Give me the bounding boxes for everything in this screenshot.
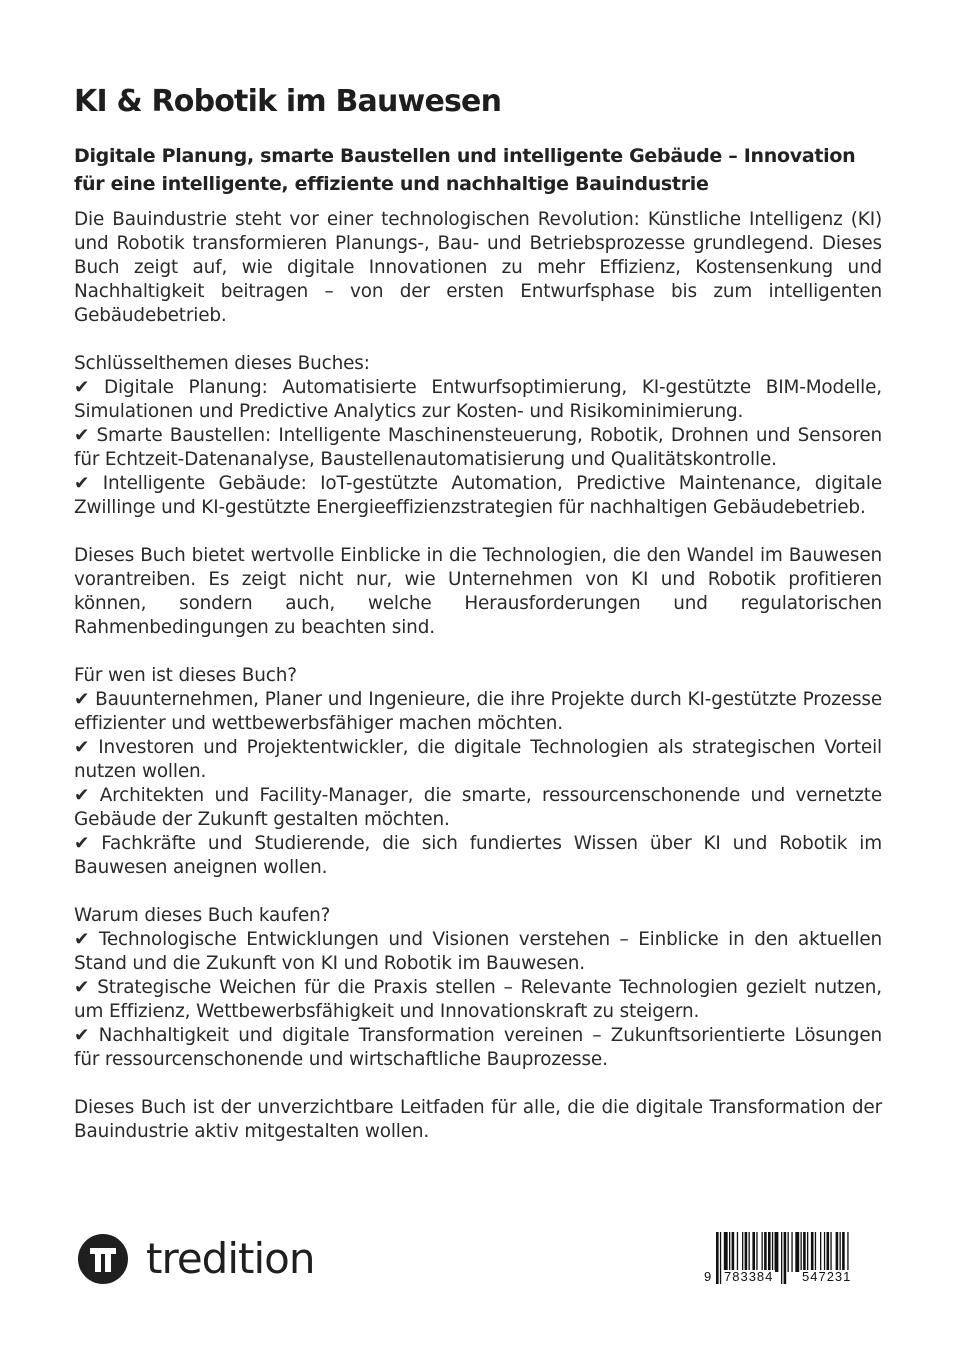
barcode-digit-first: 9: [704, 1269, 712, 1284]
reasons-heading: Warum dieses Buch kaufen?: [74, 905, 331, 926]
barcode-bar: [737, 1232, 738, 1272]
barcode-bar: [742, 1232, 743, 1272]
barcode-bar: [836, 1232, 839, 1272]
audience-heading: Für wen ist dieses Buch?: [74, 665, 297, 686]
book-title: KI & Robotik im Bauwesen: [74, 84, 502, 119]
barcode-bar: [764, 1232, 767, 1272]
barcode-bar: [749, 1232, 750, 1272]
barcode-bar: [788, 1232, 789, 1272]
audience-item: ✔ Architekten und Facility-Manager, die smarte, ressourcenschonende und vernetzte Gebäude der Zukunft gestalten möchten.: [74, 785, 882, 830]
publisher-name: tredition: [146, 1234, 315, 1283]
key-topic-item: ✔ Intelligente Gebäude: IoT-gestützte Automation, Predictive Maintenance, digitale Zwillinge und KI-gestützte Energieeffizienzstrategien für nachhaltigen Gebäudebetrieb.: [74, 473, 882, 518]
barcode-bar: [791, 1232, 792, 1272]
key-topic-item: ✔ Digitale Planung: Automatisierte Entwurfsoptimierung, KI-gestützte BIM-Modelle, Simulationen und Predictive Analytics zur Kosten- und Risikominimierung.: [74, 377, 882, 422]
audience-item: ✔ Investoren und Projektentwickler, die digitale Technologien als strategischen Vorteil nutzen wollen.: [74, 737, 882, 782]
barcode-bar: [795, 1232, 799, 1272]
reason-item: ✔ Nachhaltigkeit und digitale Transformation vereinen – Zukunftsorientierte Lösungen für ressourcenschonende und wirtschaftliche Bauprozesse.: [74, 1025, 882, 1070]
barcode-bar: [732, 1232, 735, 1272]
closing-paragraph: Dieses Buch ist der unverzichtbare Leitfaden für alle, die die digitale Transformation der Bauindustrie aktiv mitgestalten wollen.: [74, 1097, 882, 1142]
back-cover-text: [74, 80, 882, 1144]
audience-item: ✔ Bauunternehmen, Planer und Ingenieure, die ihre Projekte durch KI-gestützte Prozesse effizienter und wettbewerbsfähiger machen möchten.: [74, 689, 882, 734]
reason-item: ✔ Strategische Weichen für die Praxis stellen – Relevante Technologien gezielt nutzen, um Effizienz, Wettbewerbsfähigkeit und Innovationskraft zu steigern.: [74, 977, 882, 1022]
barcode-bar: [720, 1232, 721, 1284]
barcode-bar: [840, 1232, 841, 1272]
isbn-barcode: [704, 1230, 884, 1286]
barcode-bar: [827, 1232, 830, 1272]
key-topics-heading: Schlüsselthemen dieses Buches:: [74, 353, 370, 374]
barcode-bar: [801, 1232, 802, 1272]
barcode-bar: [775, 1232, 779, 1272]
tredition-t-logo-icon: [78, 1234, 128, 1284]
barcode-bar: [772, 1232, 773, 1272]
barcode-group-left: 783384: [724, 1269, 774, 1284]
reasons-section: [74, 904, 882, 1072]
key-topic-item: ✔ Smarte Baustellen: Intelligente Maschinensteuerung, Robotik, Drohnen und Sensoren für Echtzeit-Datenanalyse, Baustellenautomatisierung und Qualitätskontrolle.: [74, 425, 882, 470]
barcode-bar: [784, 1232, 787, 1284]
barcode-bar: [815, 1232, 816, 1272]
book-subtitle: Digitale Planung, smarte Baustellen und intelligente Gebäude – Innovation für eine intelligente, effiziente und nachhaltige Bauindustrie: [74, 145, 856, 195]
barcode-bar: [745, 1232, 748, 1272]
audience-section: [74, 664, 882, 880]
barcode-bar: [830, 1232, 831, 1272]
key-topics-section: [74, 352, 882, 520]
cover-footer: [78, 1230, 886, 1290]
barcode-bar: [756, 1232, 757, 1272]
barcode-bar: [807, 1232, 808, 1272]
barcode-bar: [781, 1232, 782, 1284]
reason-item: ✔ Technologische Entwicklungen und Visionen verstehen – Einblicke in den aktuellen Stand und die Zukunft von KI und Robotik im Bauwesen.: [74, 929, 882, 974]
insights-paragraph: Dieses Buch bietet wertvolle Einblicke in die Technologien, die den Wandel im Bauwesen vorantreiben. Es zeigt nicht nur, wie Unternehmen von KI und Robotik profitieren können, sondern auch, welche Herausforderungen und regulatorischen Rahmenbedingungen zu beachten sind.: [74, 545, 882, 638]
barcode-bar: [811, 1232, 814, 1272]
barcode-bar: [820, 1232, 821, 1272]
publisher-logo: [78, 1234, 314, 1284]
barcode-bar: [824, 1232, 825, 1272]
barcode-bar: [803, 1232, 806, 1272]
audience-item: ✔ Fachkräfte und Studierende, die sich fundiertes Wissen über KI und Robotik im Bauwesen aneignen wollen.: [74, 833, 882, 878]
barcode-bar: [716, 1232, 719, 1284]
barcode-bar: [762, 1232, 763, 1272]
intro-paragraph: Die Bauindustrie steht vor einer technologischen Revolution: Künstliche Intelligenz (KI) und Robotik transformieren Planungs-, Bau- und Betriebsprozesse grundlegend. Dieses Buch zeigt auf, wie digitale Innovationen zu mehr Effizienz, Kostensenkung und Nachhaltigkeit beitragen – von der ersten Entwurfsphase bis zum intelligenten Gebäudebetrieb.: [74, 209, 882, 326]
barcode-bar: [724, 1232, 728, 1272]
description-body: [74, 208, 882, 1144]
barcode-bar: [729, 1232, 730, 1272]
barcode-group-right: 547231: [802, 1269, 852, 1284]
barcode-bar: [752, 1232, 755, 1272]
barcode-bar: [768, 1232, 771, 1272]
